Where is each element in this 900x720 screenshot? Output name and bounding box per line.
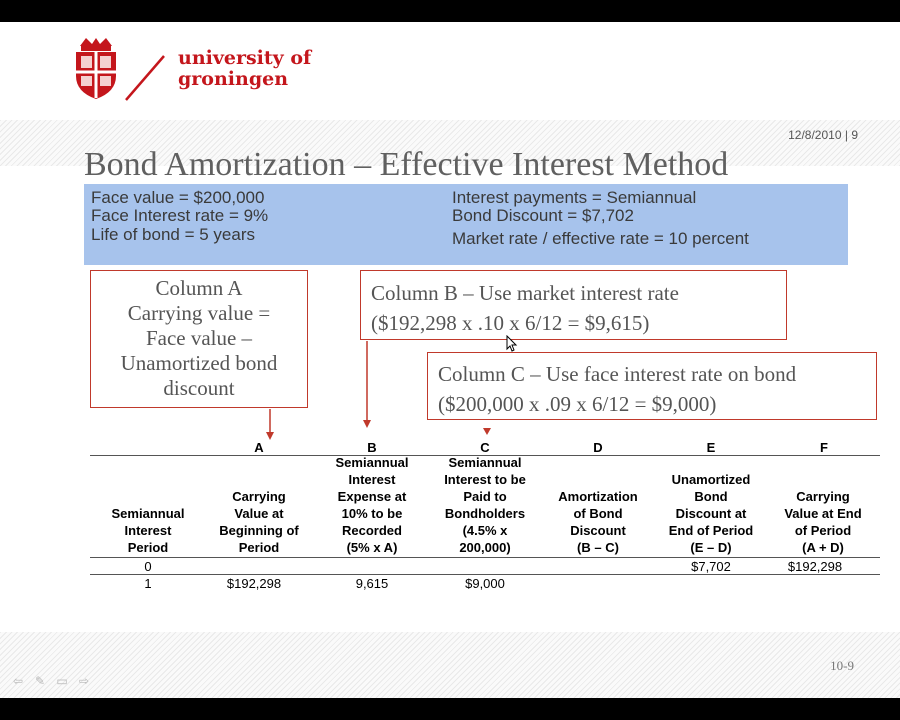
header-line: Interest	[348, 472, 396, 487]
header-interest-paid	[430, 454, 540, 556]
column-letter-e: E	[706, 440, 716, 455]
header-line: Paid to	[463, 489, 507, 504]
column-letter-a: A	[254, 440, 264, 455]
header-line: (A + D)	[802, 540, 844, 555]
note-c-line: Column C – Use face interest rate on bond	[438, 362, 797, 386]
header-line: of Bond	[573, 506, 623, 521]
header-line: Period	[238, 540, 280, 555]
header-line: (4.5% x	[462, 523, 508, 538]
slide-page: 9	[851, 128, 858, 142]
date-page-label	[788, 128, 858, 142]
table-cell-period: 1	[144, 576, 152, 591]
column-c-note	[427, 352, 877, 420]
back-arrow-icon[interactable]: ⇦	[12, 674, 24, 688]
logo-divider-slash	[122, 52, 172, 102]
header-line: 200,000)	[459, 540, 511, 555]
header-line: Bond	[694, 489, 728, 504]
header-line: Discount at	[675, 506, 747, 521]
header-line: Value at	[234, 506, 284, 521]
table-cell-interest-expense: 9,615	[355, 576, 389, 591]
note-a-line: Carrying value =	[127, 301, 271, 325]
header-interest-expense	[320, 454, 424, 556]
header-line: End of Period	[668, 523, 754, 538]
face-interest-rate-text: Face Interest rate = 9%	[91, 206, 269, 225]
pen-icon[interactable]: ✎	[34, 674, 46, 688]
column-letter-b: B	[367, 440, 377, 455]
header-line: Unamortized	[671, 472, 751, 487]
header-period	[96, 505, 200, 556]
slide-nav-controls	[10, 674, 92, 688]
menu-icon[interactable]: ▭	[56, 674, 68, 688]
header-unamortized-discount	[656, 471, 766, 556]
header-line: Carrying	[232, 489, 286, 504]
table-cell-carrying-begin: $192,298	[226, 576, 282, 591]
header-line: Carrying	[796, 489, 850, 504]
note-c-line: ($200,000 x .09 x 6/12 = $9,000)	[438, 392, 717, 416]
university-crest-icon	[72, 36, 120, 100]
header-carrying-value-beginning	[206, 488, 312, 556]
note-b-line: ($192,298 x .10 x 6/12 = $9,615)	[371, 311, 650, 335]
note-b-line: Column B – Use market interest rate	[371, 281, 679, 305]
note-a-line: discount	[163, 376, 235, 400]
header-line: (B – C)	[577, 540, 619, 555]
header-line: Semiannual	[448, 455, 522, 470]
header-line: Period	[127, 540, 169, 555]
header-line: Beginning of	[219, 523, 299, 538]
header-line: (E – D)	[690, 540, 732, 555]
header-line: Recorded	[342, 523, 402, 538]
header-line: Discount	[570, 523, 626, 538]
mouse-pointer-icon	[506, 335, 520, 353]
column-letter-c: C	[480, 440, 490, 455]
header-line: (5% x A)	[346, 540, 398, 555]
header-line: Interest to be	[444, 472, 526, 487]
arrowhead-b	[363, 420, 371, 428]
header-line: of Period	[794, 523, 852, 538]
column-b-note	[360, 270, 787, 340]
header-line: Expense at	[337, 489, 407, 504]
university-name	[178, 48, 311, 90]
bond-info-box	[84, 184, 848, 265]
header-line: Semiannual	[335, 455, 409, 470]
bond-discount-text: Bond Discount = $7,702	[452, 206, 634, 225]
forward-arrow-icon[interactable]: ⇨	[78, 674, 90, 688]
header-line: 10% to be	[341, 506, 403, 521]
header-amortization	[546, 488, 650, 556]
note-a-line: Column A	[155, 276, 243, 300]
interest-payments-text: Interest payments = Semiannual	[452, 188, 697, 207]
slide-date: 12/8/2010	[788, 128, 842, 142]
slide	[0, 22, 900, 698]
face-value-text: Face value = $200,000	[91, 188, 265, 207]
header-carrying-value-end	[770, 488, 876, 556]
university-name-line1: university of	[178, 47, 312, 69]
header-line: Interest	[124, 523, 172, 538]
note-a-line: Face value –	[145, 326, 253, 350]
column-letter-f: F	[820, 440, 828, 455]
note-a-line: Unamortized bond	[120, 351, 278, 375]
table-cell-unamortized: $7,702	[691, 559, 731, 574]
slide-title: Bond Amortization – Effective Interest Method	[84, 146, 729, 183]
bottom-hatch-band	[0, 632, 900, 698]
life-of-bond-text: Life of bond = 5 years	[91, 225, 255, 244]
header-line: Value at End	[784, 506, 862, 521]
column-a-note	[90, 270, 308, 408]
table-cell-period: 0	[144, 559, 152, 574]
table-cell-interest-paid: $9,000	[465, 576, 505, 591]
table-cell-carrying-end: $192,298	[787, 559, 843, 574]
column-letter-d: D	[593, 440, 603, 455]
date-separator: |	[844, 128, 848, 142]
university-name-line2: groningen	[178, 68, 289, 90]
slide-number: 10-9	[830, 658, 854, 673]
market-rate-text: Market rate / effective rate = 10 percent	[452, 229, 749, 248]
header-line: Bondholders	[444, 506, 526, 521]
arrowhead-c	[483, 428, 491, 435]
header-line: Semiannual	[111, 506, 185, 521]
header-line: Amortization	[558, 489, 638, 504]
